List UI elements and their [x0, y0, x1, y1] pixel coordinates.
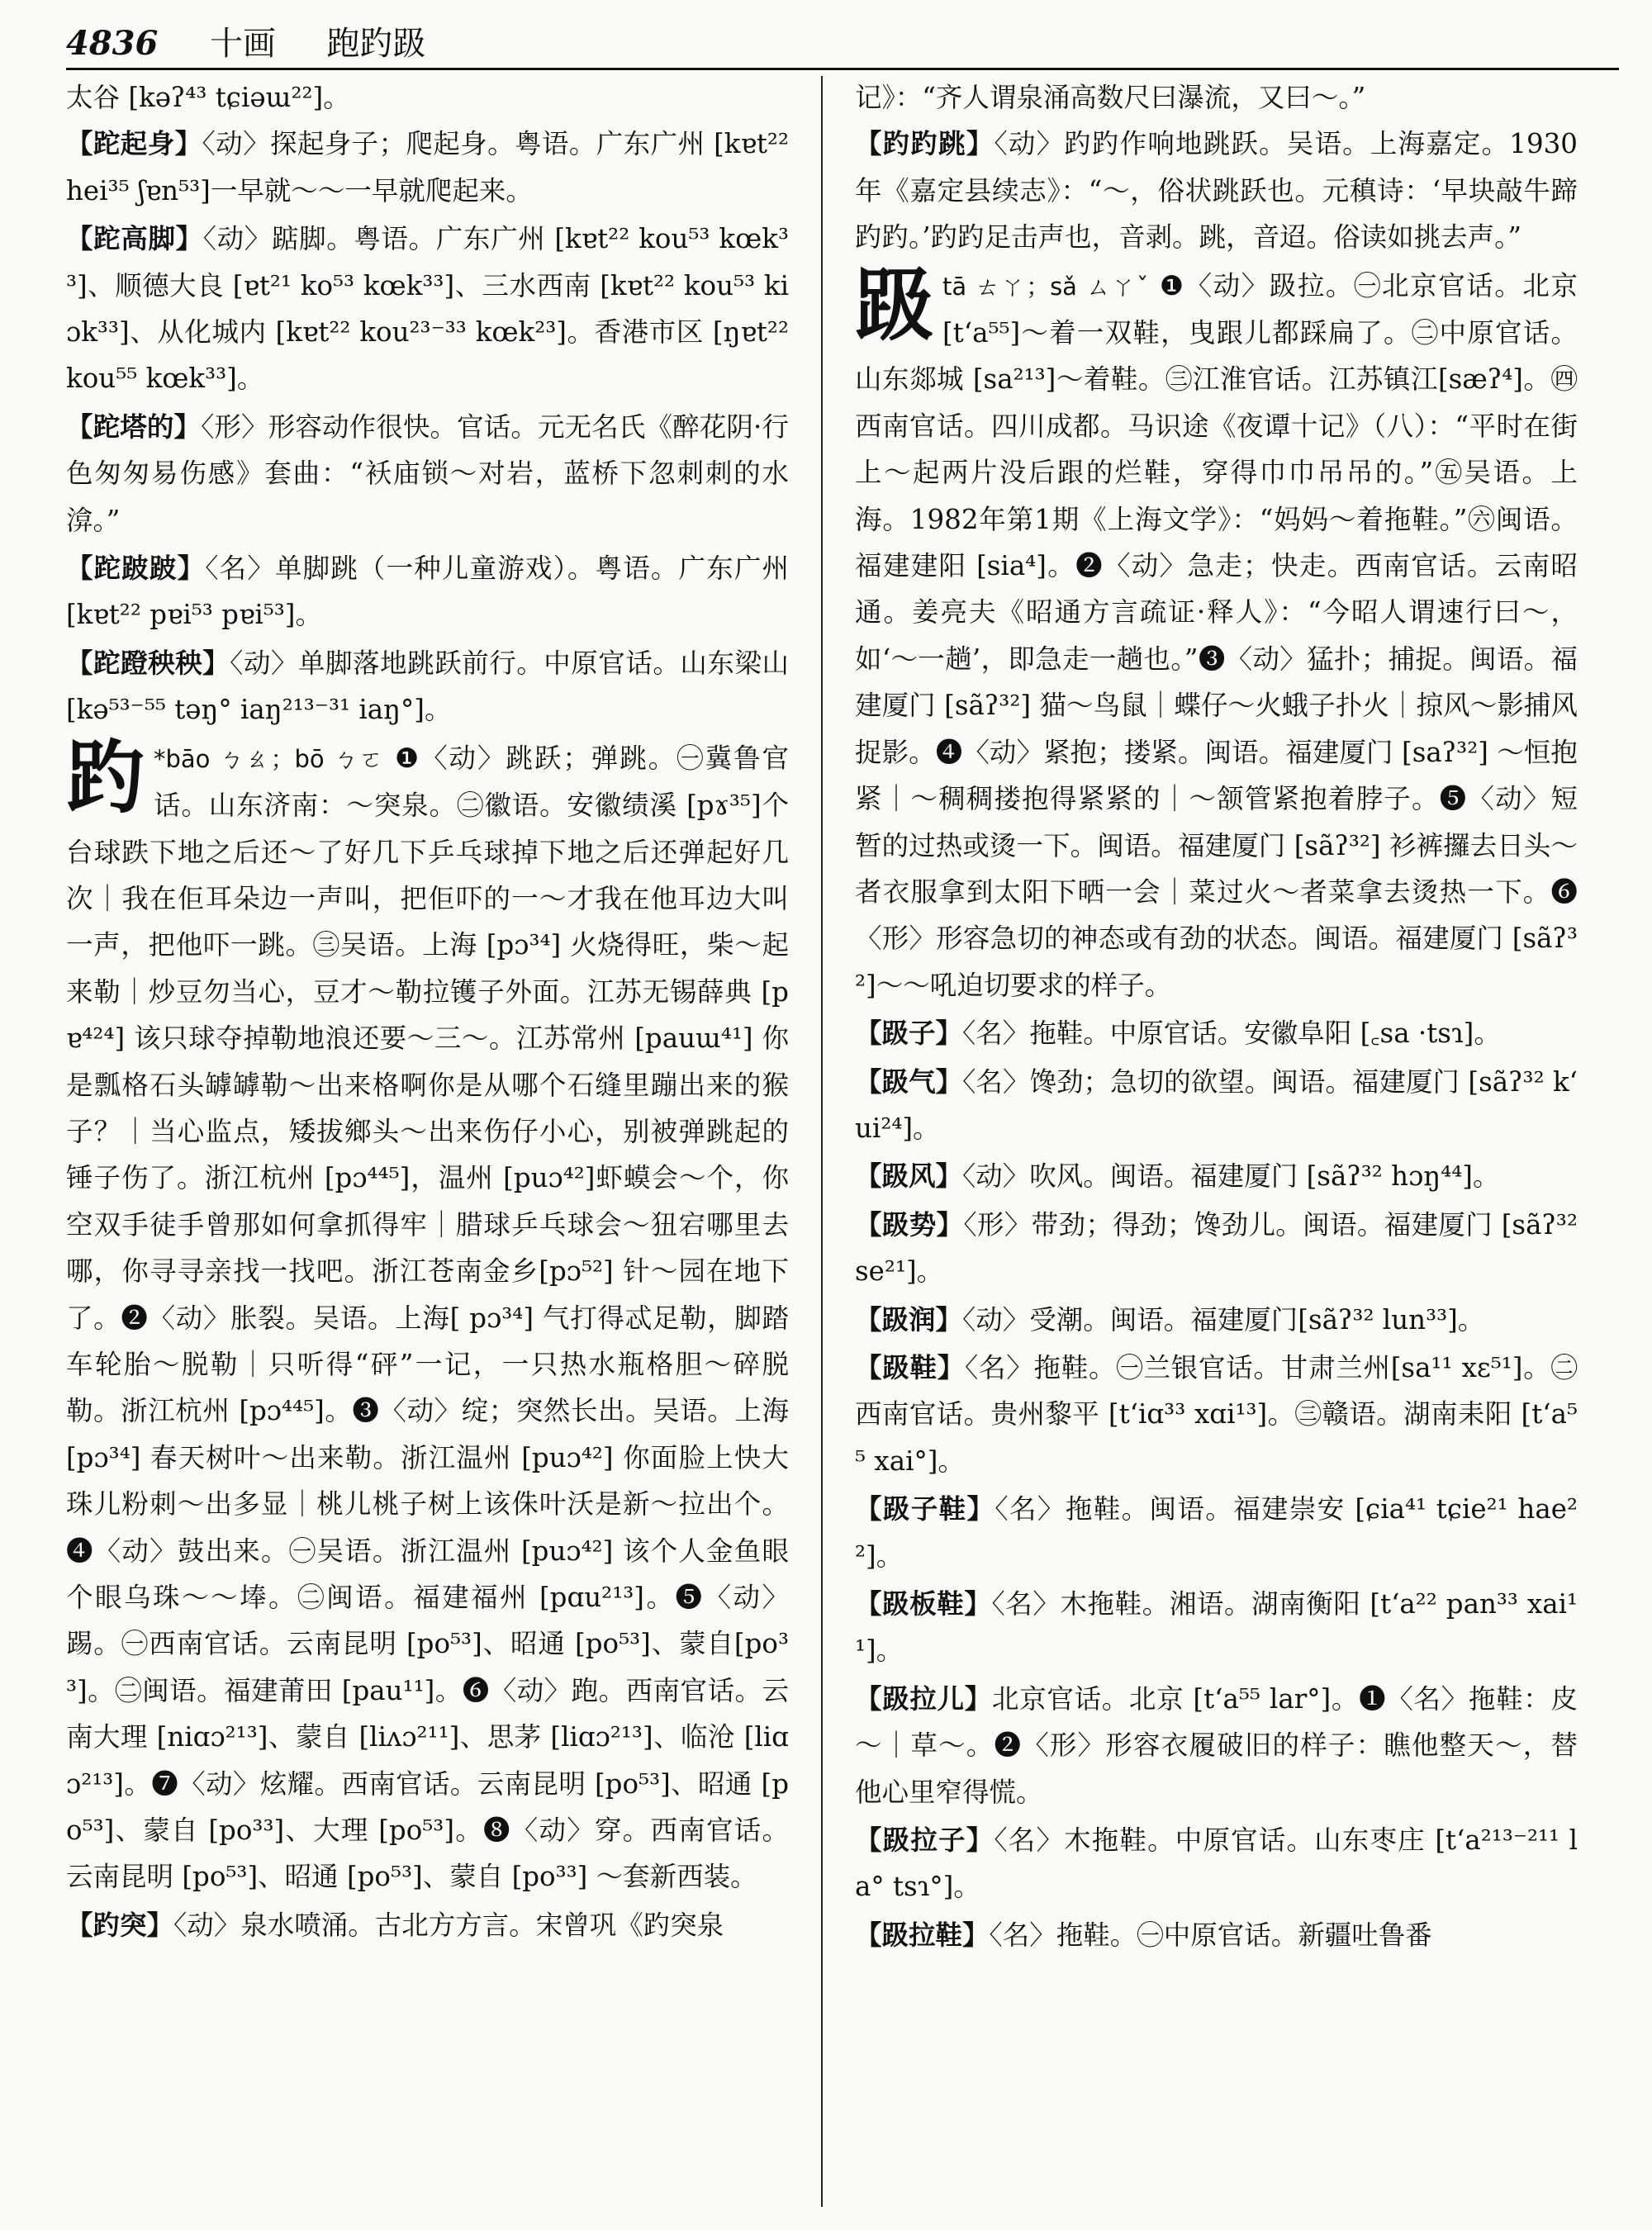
entry-body: 〈名〉拖鞋。㊀兰银官话。甘肃兰州[sa¹¹ xɛ⁵¹]。㊁西南官话。贵州黎平 [tʻiɑ³³ xɑi¹³]。㊂赣语。湖南耒阳 [tʻa⁵⁵ xai°]。 [855, 1351, 1578, 1477]
dictionary-entry [66, 404, 789, 543]
head-character-entry [855, 258, 1578, 1009]
continued-text: 太谷 [kəʔ⁴³ tɕiəɯ²²]。 [66, 82, 350, 113]
dictionary-entry [66, 640, 789, 733]
dictionary-entry [66, 1902, 789, 1948]
entry-body: 〈动〉探起身子；爬起身。粤语。广东广州 [kɐt²² hei³⁵ ʃɐn⁵³]一早就～～一早就爬起来。 [66, 128, 789, 206]
dictionary-entry [855, 1059, 1578, 1152]
dictionary-entry [855, 121, 1578, 260]
head-character-reading: tā ㄊㄚ；sǎ ㄙㄚˇ [942, 272, 1150, 301]
dictionary-entry [66, 545, 789, 638]
dictionary-entry [855, 1817, 1578, 1910]
entry-body: 〈动〉单脚落地跳跃前行。中原官话。山东梁山 [kə⁵³⁻⁵⁵ təŋ° iaŋ²¹³⁻³¹ iaŋ°]。 [66, 647, 789, 726]
entry-body: 〈动〉趵趵作响地跳跃。吴语。上海嘉定。1930年《嘉定县续志》：“～，俗状跳跃也。元稹诗：‘早块敲牛蹄趵趵。’趵趵足击声也，音剥。跳，音迢。俗读如挑去声。” [855, 128, 1578, 254]
dictionary-entry [855, 1010, 1578, 1056]
entry-body: 〈动〉吹风。闽语。福建厦门 [sãʔ³² hɔŋ⁴⁴]。 [962, 1160, 1500, 1193]
entry-body: 〈名〉拖鞋。中原官话。安徽阜阳 [꜀sa ·tsɿ]。 [962, 1018, 1501, 1050]
head-character-reading: *bāo ㄅㄠ；bō ㄅㄛ [154, 744, 385, 773]
entry-headword: 【趵突】 [66, 1908, 174, 1941]
entry-body: 〈名〉木拖鞋。中原官话。山东枣庄 [tʻa²¹³⁻²¹¹ la° tsɿ°]。 [855, 1824, 1578, 1903]
entry-headword: 【趵趵跳】 [855, 127, 995, 160]
entry-headword: 【趿子鞋】 [855, 1492, 995, 1525]
entry-headword: 【趿拉子】 [855, 1824, 995, 1857]
dictionary-entry [855, 1676, 1578, 1815]
entry-body: 北京官话。北京 [tʻa⁵⁵ lar°]。❶〈名〉拖鞋：皮～｜草～。❷〈形〉形容衣履破旧的样子：瞧他整天～，替他心里窄得慌。 [855, 1682, 1578, 1808]
entry-headword: 【趿板鞋】 [855, 1587, 992, 1620]
entry-headword: 【趿拉鞋】 [855, 1918, 990, 1951]
entry-body: 〈名〉木拖鞋。湘语。湖南衡阳 [tʻa²² pan³³ xai¹¹]。 [855, 1588, 1578, 1667]
entry-headword: 【趿拉儿】 [855, 1682, 992, 1715]
dictionary-entry [855, 1345, 1578, 1484]
entry-headword: 【跎蹬秧秧】 [66, 646, 230, 679]
entry-body: 〈形〉带劲；得劲；馋劲儿。闽语。福建厦门 [sãʔ³² se²¹]。 [855, 1208, 1578, 1288]
entry-headword: 【跎跛跛】 [66, 552, 206, 585]
running-head [66, 23, 1619, 64]
head-character: 趵 [66, 730, 145, 824]
dictionary-entry [66, 216, 789, 402]
head-character: 趿 [855, 258, 934, 352]
column-divider [821, 76, 823, 2207]
entry-body: 〈名〉拖鞋。㊀中原官话。新疆吐鲁番 [989, 1919, 1432, 1951]
entry-body: 〈动〉踮脚。粤语。广东广州 [kɐt²² kou⁵³ kœk³³]、顺德大良 [ɐt²¹ ko⁵³ kœk³³]、三水西南 [kɐt²² kou⁵³ kiɔk³³]、从化城内 [kɐt²² kou²³⁻³³ kœk²³]。香港市区 [ŋɐt²² kou⁵⁵ kœk³³]。 [66, 223, 789, 395]
dictionary-entry [855, 1297, 1578, 1343]
right-column [855, 74, 1578, 2213]
dictionary-entry [66, 121, 789, 214]
page-guide-chars: 跑趵趿 [326, 25, 426, 63]
left-column [66, 74, 789, 2213]
entry-body: 〈动〉受潮。闽语。福建厦门[sãʔ³² lun³³]。 [962, 1303, 1485, 1336]
entry-headword: 【跎起身】 [66, 127, 202, 160]
dictionary-entry [855, 1486, 1578, 1579]
dictionary-entry [855, 1581, 1578, 1674]
entry-headword: 【趿鞋】 [855, 1350, 965, 1383]
head-character-entry [66, 730, 789, 1900]
dictionary-entry [855, 1202, 1578, 1295]
entry-body: 〈形〉形容动作很快。官话。元无名氏《醉花阴·行色匆匆易伤感》套曲：“袄庙锁～对岩，蓝桥下忽刺刺的水渰。” [66, 410, 789, 536]
dictionary-entry [855, 1912, 1578, 1958]
entry-headword: 【跎塔的】 [66, 410, 202, 443]
entry-headword: 【跎高脚】 [66, 222, 203, 255]
dictionary-entry [855, 1153, 1578, 1199]
header-rule [66, 68, 1619, 70]
entry-headword: 【趿润】 [855, 1302, 963, 1336]
entry-body: 〈名〉拖鞋。闽语。福建崇安 [ɕia⁴¹ tɕie²¹ hae²²]。 [855, 1493, 1578, 1572]
continued-text: 记》：“齐人谓泉涌高数尺曰瀑流，又曰～。” [855, 82, 1366, 113]
entry-body: 〈名〉馋劲；急切的欲望。闽语。福建厦门 [sãʔ³² kʻui²⁴]。 [855, 1065, 1578, 1144]
entry-headword: 【趿气】 [855, 1065, 963, 1098]
stroke-section: 十画 [210, 25, 277, 63]
entry-headword: 【趿子】 [855, 1017, 963, 1050]
entry-headword: 【趿势】 [855, 1208, 964, 1241]
entry-headword: 【趿风】 [855, 1160, 963, 1193]
page-number: 4836 [66, 24, 159, 63]
entry-body: 〈动〉泉水喷涌。古北方方言。宋曾巩《趵突泉 [173, 1909, 724, 1941]
head-character-body: ❶〈动〉趿拉。㊀北京官话。北京 [tʻa⁵⁵]～着一双鞋，曳跟儿都踩扁了。㊁中原官话。山东郯城 [sa²¹³]～着鞋。㊂江淮官话。江苏镇江[sæʔ⁴]。㊃西南官话。四川成都。马识途《夜谭十记》（八）：“平时在街上～起两片没后跟的烂鞋，穿得巾巾吊吊的。”㊄吴语。上海。1982年第1期《上海文学》：“妈妈～着拖鞋。”㊅闽语。福建建阳 [sia⁴]。❷〈动〉急走；快走。西南官话。云南昭通。姜亮夫《昭通方言疏证·释人》：“今昭人谓速行曰～，如‘～一趟’，即急走一趟也。”❸〈动〉猛扑；捕捉。闽语。福建厦门 [sãʔ³²] 猫～鸟鼠｜蝶仔～火蛾子扑火｜掠风～影捕风捉影。❹〈动〉紧抱；搂紧。闽语。福建厦门 [saʔ³²] ～恒抱紧｜～稠稠搂抱得紧紧的｜～颔管紧抱着脖子。❺〈动〉短暂的过热或烫一下。闽语。福建厦门 [sãʔ³²] 衫裤攞去日头～者衣服拿到太阳下晒一会｜菜过火～者菜拿去烫热一下。❻〈形〉形容急切的神态或有劲的状态。闽语。福建厦门 [sãʔ³²]～～吼迫切要求的样子。 [855, 269, 1578, 1001]
entry-body: 〈名〉单脚跳（一种儿童游戏）。粤语。广东广州 [kɐt²² pɐi⁵³ pɐi⁵³]。 [66, 553, 789, 631]
head-character-body: ❶〈动〉跳跃；弹跳。㊀冀鲁官话。山东济南：～突泉。㊁徽语。安徽绩溪 [pɤ³⁵]个台球跌下地之后还～了好几下乒乓球掉下地之后还弹起好几次｜我在佢耳朵边一声叫，把佢吓的一～才我在他耳边大叫一声，把他吓一跳。㊂吴语。上海 [pɔ³⁴] 火烧得旺，柴～起来勒｜炒豆勿当心，豆才～勒拉镬子外面。江苏无锡薛典 [pɐ⁴²⁴] 该只球夺掉勒地浪还要～三～。江苏常州 [pauɯ⁴¹] 你是瓢格石头罅罅勒～出来格啊你是从哪个石缝里蹦出来的猴子？｜当心监点，矮拔鄉头～出来伤仔小心，别被弹跳起的锤子伤了。浙江杭州 [pɔ⁴⁴⁵]，温州 [puɔ⁴²]虾蟆会～个，你空双手徒手曾那如何拿抓得牢｜腊球乒乓球会～狃宕哪里去哪，你寻寻亲找一找吧。浙江苍南金乡[pɔ⁵²] 针～园在地下了。❷〈动〉胀裂。吴语。上海[ pɔ³⁴] 气打得忒足勒，脚踏车轮胎～脱勒｜只听得“砰”一记，一只热水瓶格胆～碎脱勒。浙江杭州 [pɔ⁴⁴⁵]。❸〈动〉绽；突然长出。吴语。上海 [pɔ³⁴] 春天树叶～出来勒。浙江温州 [puɔ⁴²] 你面脸上快大珠儿粉刺～出多显｜桃儿桃子树上该侏叶沃是新～拉出个。❹〈动〉鼓出来。㊀吴语。浙江温州 [puɔ⁴²] 该个人金鱼眼个眼乌珠～～埲。㊁闽语。福建福州 [pɑu²¹³]。❺〈动〉踢。㊀西南官话。云南昆明 [po⁵³]、昭通 [po⁵³]、蒙自[po³³]。㊁闽语。福建莆田 [pau¹¹]。❻〈动〉跑。西南官话。云南大理 [niɑɔ²¹³]、蒙自 [liʌɔ²¹¹]、思茅 [liɑɔ²¹³]、临沧 [liɑɔ²¹³]。❼〈动〉炫耀。西南官话。云南昆明 [po⁵³]、昭通 [po⁵³]、蒙自 [po³³]、大理 [po⁵³]。❽〈动〉穿。西南官话。云南昆明 [po⁵³]、昭通 [po⁵³]、蒙自 [po³³] ～套新西装。 [66, 742, 789, 1893]
